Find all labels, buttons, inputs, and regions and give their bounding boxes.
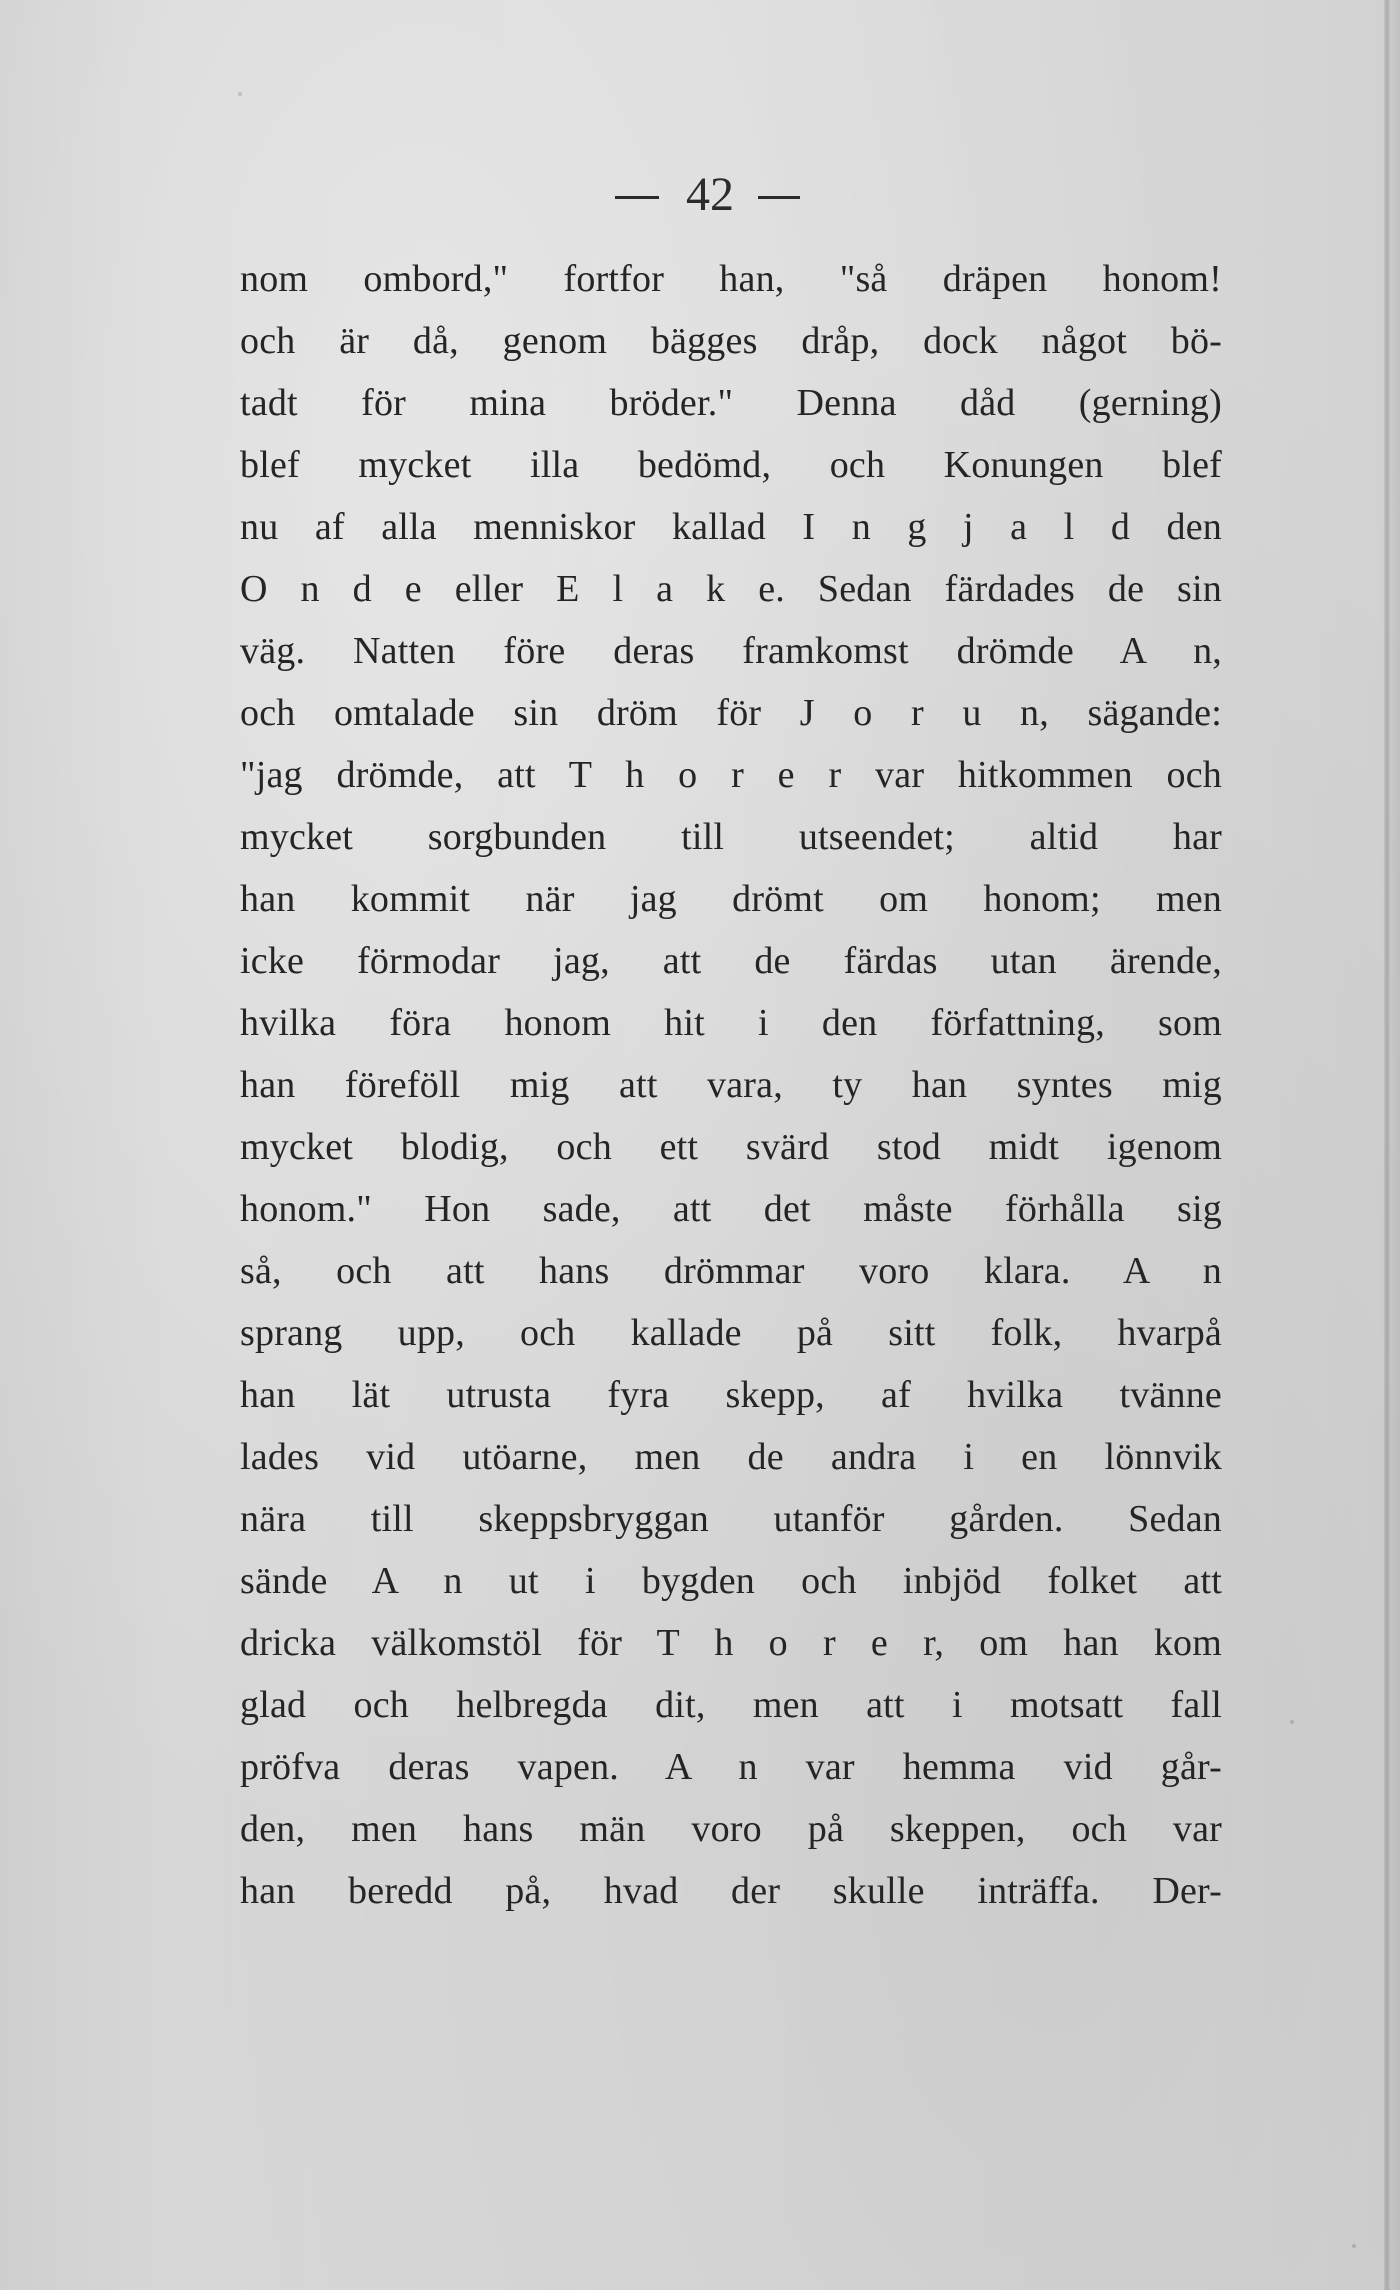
text-line: han föreföll mig att vara, ty han syntes mig [240,1064,1222,1106]
text-line: mycket blodig, och ett svärd stod midt igenom [240,1126,1222,1168]
text-line: sände A n ut i bygden och inbjöd folket att [240,1560,1222,1602]
page-edge-shadow [1382,0,1400,2290]
text-line: nära till skeppsbryggan utanför gården. Sedan [240,1498,1222,1540]
text-line: blef mycket illa bedömd, och Konungen blef [240,444,1222,486]
page-header [0,165,1400,225]
text-line: icke förmodar jag, att de färdas utan ärende, [240,940,1222,982]
text-line: O n d e eller E l a k e. Sedan färdades de sin [240,568,1222,610]
text-line: han lät utrusta fyra skepp, af hvilka tvänne [240,1374,1222,1416]
text-line: lades vid utöarne, men de andra i en lönnvik [240,1436,1222,1478]
text-line: han kommit när jag drömt om honom; men [240,878,1222,920]
text-line: glad och helbregda dit, men att i motsatt fall [240,1684,1222,1726]
paper-speck [238,92,242,96]
header-dash-left [615,196,659,199]
text-line: så, och att hans drömmar voro klara. A n [240,1250,1222,1292]
paper-speck [1352,2244,1356,2248]
text-line: mycket sorgbunden till utseendet; altid har [240,816,1222,858]
body-text [240,248,1222,1922]
text-line: "jag drömde, att T h o r e r var hitkommen och [240,754,1222,796]
text-line: tadt för mina bröder." Denna dåd (gerning) [240,382,1222,424]
text-line: väg. Natten före deras framkomst drömde A n, [240,630,1222,672]
text-line: den, men hans män voro på skeppen, och var [240,1808,1222,1850]
paper-speck [1290,1720,1294,1724]
text-line: han beredd på, hvad der skulle inträffa. Der- [240,1870,1222,1912]
text-line: nom ombord," fortfor han, "så dräpen honom! [240,258,1222,300]
header-dash-right [758,196,800,199]
text-line: honom." Hon sade, att det måste förhålla sig [240,1188,1222,1230]
page-number: 42 [686,168,734,221]
text-line: och omtalade sin dröm för J o r u n, sägande: [240,692,1222,734]
text-line: och är då, genom bägges dråp, dock något bö- [240,320,1222,362]
text-line: pröfva deras vapen. A n var hemma vid går- [240,1746,1222,1788]
text-line: sprang upp, och kallade på sitt folk, hvarpå [240,1312,1222,1354]
text-line: dricka välkomstöl för T h o r e r, om han kom [240,1622,1222,1664]
text-line: nu af alla menniskor kallad I n g j a l d den [240,506,1222,548]
text-line: hvilka föra honom hit i den författning, som [240,1002,1222,1044]
